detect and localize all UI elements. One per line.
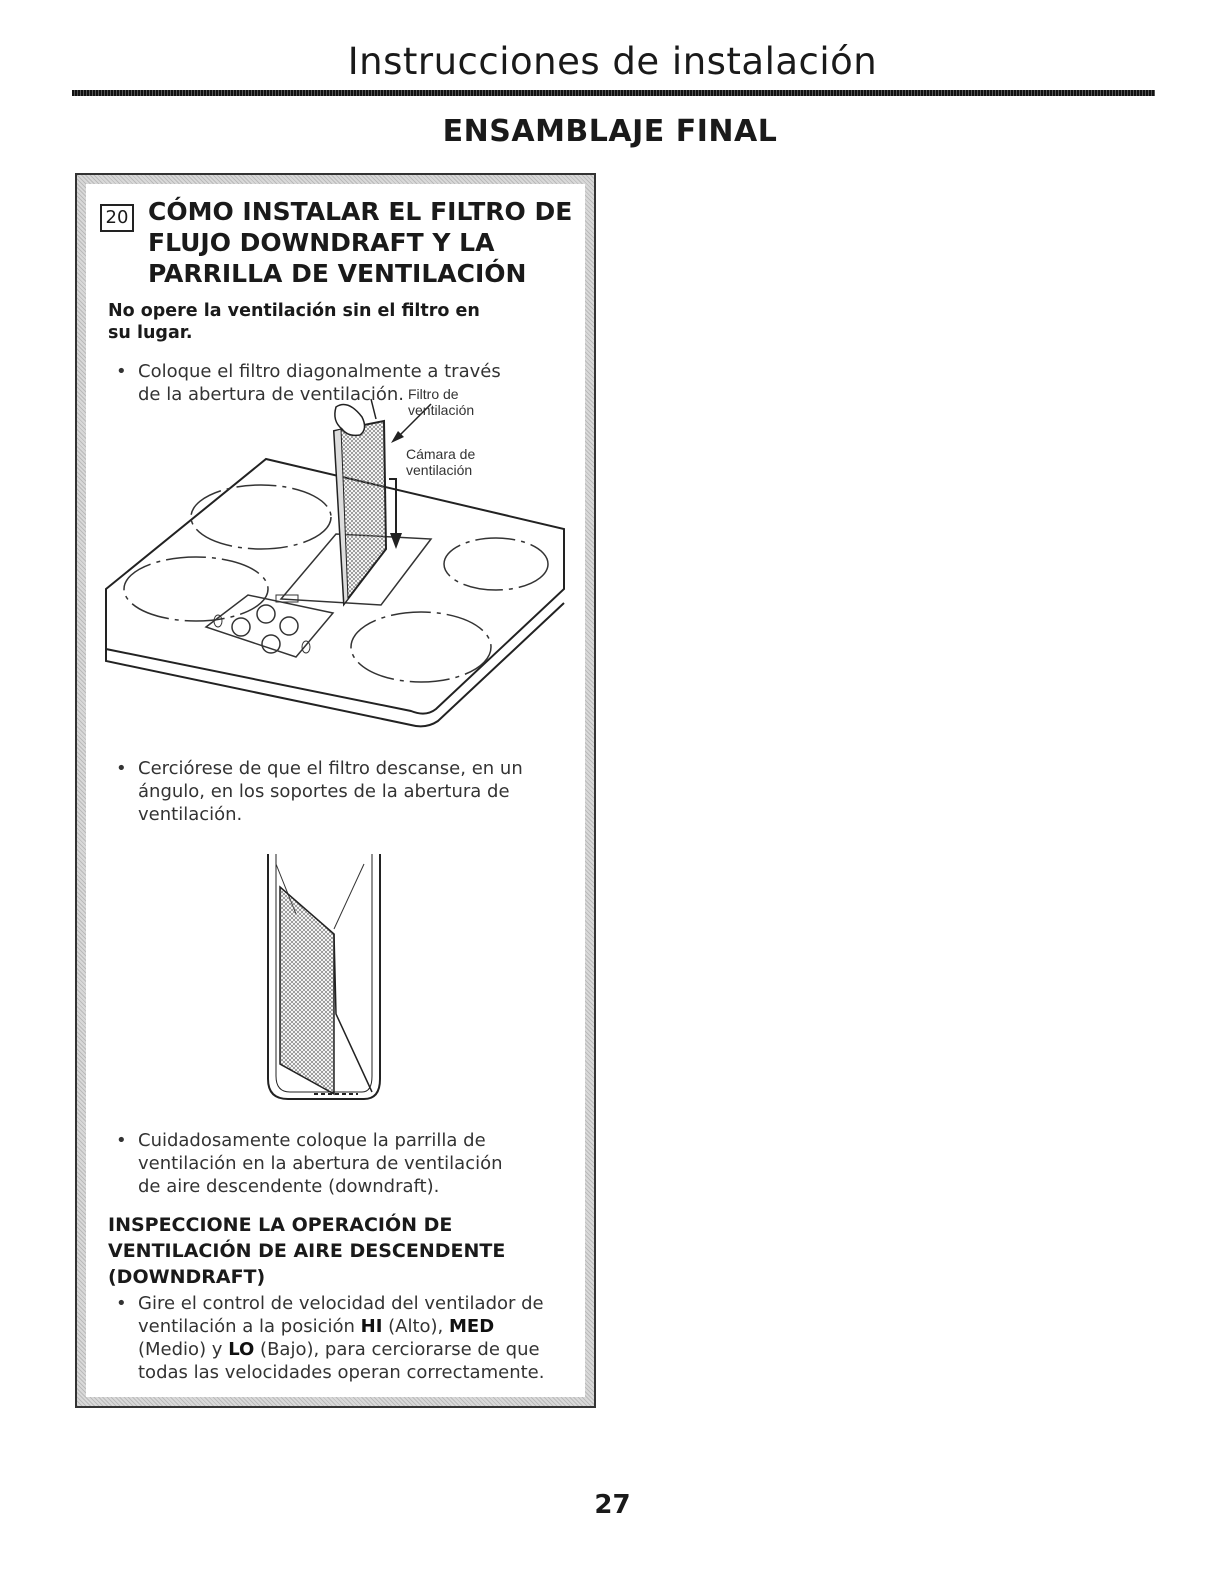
knob-4 (262, 635, 280, 653)
bullet-filter-angle (116, 757, 536, 826)
cooktop-filter-illustration (86, 386, 586, 729)
warning-text: No opere la ventilación sin el filtro en su lugar. (108, 301, 480, 343)
fan-speed-text-post: (Bajo), para cerciorarse de que todas las velocidades operan correctamente. (138, 1339, 545, 1383)
burner-back-left (191, 485, 331, 549)
bullet-text: Cuidadosamente coloque la parrilla de ventilación en la abertura de ventilación de aire descendente (downdraft). (138, 1130, 503, 1197)
burner-front-left (124, 557, 268, 621)
control-panel (206, 595, 333, 657)
filter-label-line1: Filtro de (408, 386, 459, 402)
fan-speed-text (138, 1292, 546, 1384)
knob-2 (257, 605, 275, 623)
speed-hi: HI (360, 1316, 383, 1337)
chamber-label-line2: ventilación (406, 462, 473, 478)
section-title: ENSAMBLAJE FINAL (442, 114, 778, 149)
burner-front-right (351, 612, 491, 682)
fan-speed-text-pre: Gire el control de velocidad del ventilador de ventilación a la posición (138, 1293, 544, 1337)
instruction-panel (75, 173, 596, 1408)
bullet-dot-icon: • (116, 758, 127, 779)
panel-content (86, 184, 585, 1397)
vent-side-view-illustration (256, 854, 406, 1114)
bullet-dot-icon: • (116, 1293, 127, 1314)
title-rule (72, 90, 1155, 96)
filter-label-line2: ventilación (408, 402, 475, 418)
speed-lo: LO (228, 1339, 255, 1360)
angled-filter (280, 887, 334, 1094)
knob-1 (232, 618, 250, 636)
bullet-place-grille (116, 1129, 516, 1198)
burner-back-right (444, 538, 548, 590)
bullet-text: Cerciórese de que el filtro descanse, en un ángulo, en los soportes de la abertura de ventilación. (138, 758, 523, 825)
step-number: 20 (100, 204, 134, 232)
chamber-label-line1: Cámara de (406, 446, 476, 462)
bullet-dot-icon: • (116, 1130, 127, 1151)
bullet-dot-icon: • (116, 361, 127, 382)
page-title: Instrucciones de instalación (347, 40, 878, 83)
step-title: CÓMO INSTALAR EL FILTRO DE FLUJO DOWNDRAFT Y LA PARRILLA DE VENTILACIÓN (148, 197, 573, 288)
speed-hi-desc: (Alto), (382, 1316, 450, 1337)
speed-med-desc: (Medio) y (138, 1339, 229, 1360)
page-number: 27 (594, 1490, 631, 1520)
inspection-title: INSPECCIONE LA OPERACIÓN DE VENTILACIÓN DE AIRE DESCENDENTE (DOWNDRAFT) (108, 1214, 506, 1288)
speed-med: MED (449, 1316, 495, 1337)
bullet-text: Coloque el filtro diagonalmente a través de la abertura de ventilación. (138, 361, 501, 405)
knob-3 (280, 617, 298, 635)
bullet-fan-speeds (116, 1292, 546, 1384)
